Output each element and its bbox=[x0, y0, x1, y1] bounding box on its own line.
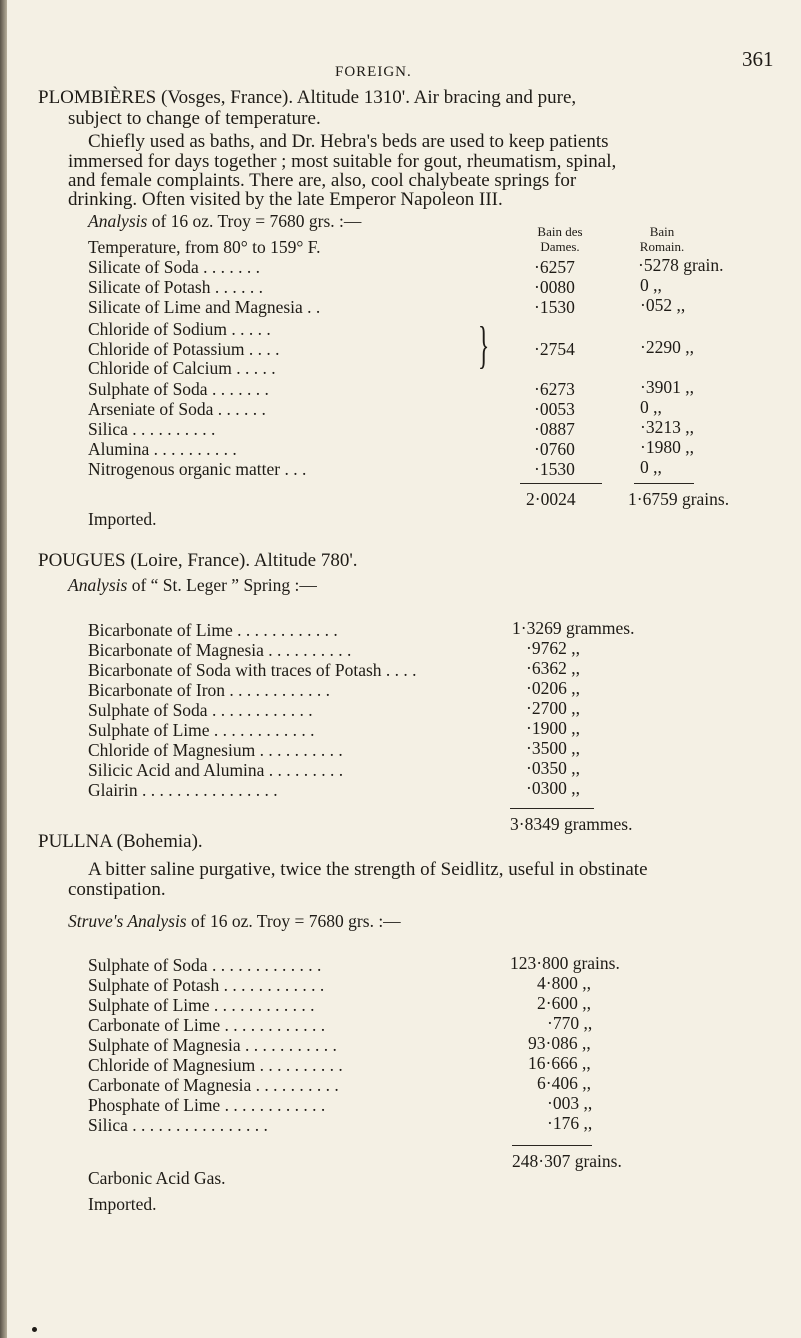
table-cell-value: ·0887 bbox=[534, 419, 575, 439]
pullna-para-line: constipation. bbox=[68, 879, 166, 900]
table-cell-value: ·3500 ,, bbox=[526, 738, 580, 758]
table-row-label: Phosphate of Lime . . . . . . . . . . . . bbox=[88, 1095, 326, 1115]
table-cell-value: ·1530 bbox=[534, 459, 575, 479]
page-edge-shadow bbox=[0, 0, 7, 1338]
table-cell-value: ·0080 bbox=[534, 277, 575, 297]
running-header: FOREIGN. bbox=[335, 64, 412, 80]
table-row-label: Glairin . . . . . . . . . . . . . . . . bbox=[88, 780, 278, 800]
plombieres-analysis-caption bbox=[88, 210, 361, 232]
plombieres-title: PLOMBIÈRES (Vosges, France). Altitude 1310'. Air bracing and pure, bbox=[38, 87, 577, 108]
table-cell-value: ·1530 bbox=[534, 297, 575, 317]
analysis-rest: of 16 oz. Troy = 7680 grs. :— bbox=[147, 211, 362, 231]
table-cell-value: 0 ,, bbox=[640, 457, 662, 477]
table-cell-value: 4·800 ,, bbox=[537, 973, 591, 993]
table-row-label: Chloride of Magnesium . . . . . . . . . . bbox=[88, 1055, 343, 1075]
total-value: 248·307 grains. bbox=[512, 1151, 622, 1171]
imported-note: Imported. bbox=[88, 1194, 157, 1214]
plombieres-para-line: immersed for days together ; most suitable for gout, rheumatism, spinal, bbox=[68, 151, 617, 172]
analysis-rest: of “ St. Leger ” Spring :— bbox=[127, 575, 317, 595]
table-cell-value: 93·086 ,, bbox=[528, 1033, 591, 1053]
table-row-label: Carbonate of Magnesia . . . . . . . . . . bbox=[88, 1075, 339, 1095]
table-cell-value: 6·406 ,, bbox=[537, 1073, 591, 1093]
table-cell-value: 0 ,, bbox=[640, 275, 662, 295]
table-cell-value: ·770 ,, bbox=[547, 1013, 593, 1033]
pullna-analysis-caption bbox=[68, 910, 401, 932]
table-row-label: Sulphate of Lime . . . . . . . . . . . . bbox=[88, 720, 315, 740]
pullna-title: PULLNA (Bohemia). bbox=[38, 831, 203, 852]
table-row-label: Chloride of Magnesium . . . . . . . . . . bbox=[88, 740, 343, 760]
carbonic-acid-gas-note: Carbonic Acid Gas. bbox=[88, 1168, 226, 1188]
plombieres-para-line: and female complaints. There are, also, cool chalybeate springs for bbox=[68, 170, 577, 191]
table-row-label: Chloride of Potassium . . . . bbox=[88, 339, 280, 359]
table-cell-value: ·1900 ,, bbox=[526, 718, 580, 738]
col-head-bain-des-dames-1: Bain des bbox=[537, 224, 583, 239]
plombieres-title-cont: subject to change of temperature. bbox=[68, 108, 321, 129]
table-cell-value: ·2290 ,, bbox=[640, 337, 694, 357]
brace-icon: } bbox=[478, 317, 490, 374]
table-row-label: Arseniate of Soda . . . . . . bbox=[88, 399, 266, 419]
table-cell-value: 123·800 grains. bbox=[510, 953, 620, 973]
table-cell-value: ·176 ,, bbox=[547, 1113, 593, 1133]
table-cell-value: ·6273 bbox=[534, 379, 575, 399]
table-row-label: Bicarbonate of Magnesia . . . . . . . . . . bbox=[88, 640, 352, 660]
table-row-label: Silicate of Soda . . . . . . . bbox=[88, 257, 261, 277]
table-cell-value: 16·666 ,, bbox=[528, 1053, 591, 1073]
table-cell-value: ·0350 ,, bbox=[526, 758, 580, 778]
table-row-label: Sulphate of Soda . . . . . . . bbox=[88, 379, 269, 399]
table-cell-value: ·3213 ,, bbox=[640, 417, 694, 437]
table-cell-value: ·2700 ,, bbox=[526, 698, 580, 718]
total-value: 1·6759 grains. bbox=[628, 489, 730, 509]
table-cell-value: 1·3269 grammes. bbox=[512, 618, 635, 638]
table-cell-value: ·3901 ,, bbox=[640, 377, 694, 397]
table-row-label: Bicarbonate of Iron . . . . . . . . . . . . bbox=[88, 680, 331, 700]
table-row-label: Bicarbonate of Lime . . . . . . . . . . . . bbox=[88, 620, 338, 640]
table-cell-value: ·003 ,, bbox=[547, 1093, 593, 1113]
analysis-label: Analysis bbox=[88, 211, 148, 231]
pullna-para-line: A bitter saline purgative, twice the strength of Seidlitz, useful in obstinate bbox=[88, 859, 648, 880]
plombieres-para-line: Chiefly used as baths, and Dr. Hebra's beds are used to keep patients bbox=[88, 131, 609, 152]
ink-speck bbox=[32, 1327, 37, 1332]
table-row-label: Sulphate of Soda . . . . . . . . . . . . . bbox=[88, 955, 322, 975]
plombieres-para-line: drinking. Often visited by the late Emperor Napoleon III. bbox=[68, 189, 503, 210]
table-row-label: Sulphate of Soda . . . . . . . . . . . . bbox=[88, 700, 313, 720]
table-cell-value: ·0206 ,, bbox=[526, 678, 580, 698]
table-cell-value: ·6257 bbox=[534, 257, 575, 277]
total-value: 2·0024 bbox=[526, 489, 576, 509]
table-row-label: Nitrogenous organic matter . . . bbox=[88, 459, 307, 479]
pougues-title: POUGUES (Loire, France). Altitude 780'. bbox=[38, 550, 358, 571]
table-cell-value: ·2754 bbox=[534, 339, 575, 359]
total-value: 3·8349 grammes. bbox=[510, 814, 633, 834]
table-row-label: Carbonate of Lime . . . . . . . . . . . . bbox=[88, 1015, 326, 1035]
sum-rule bbox=[634, 483, 694, 484]
sum-rule bbox=[510, 808, 594, 809]
table-cell-value: 2·600 ,, bbox=[537, 993, 591, 1013]
table-cell-value: 0 ,, bbox=[640, 397, 662, 417]
table-row-label: Silicate of Potash . . . . . . bbox=[88, 277, 263, 297]
pougues-analysis-caption bbox=[68, 574, 317, 596]
sum-rule bbox=[512, 1145, 592, 1146]
table-row-label: Sulphate of Magnesia . . . . . . . . . . . bbox=[88, 1035, 337, 1055]
table-cell-value: ·0760 bbox=[534, 439, 575, 459]
table-cell-value: ·1980 ,, bbox=[640, 437, 694, 457]
imported-note: Imported. bbox=[88, 509, 157, 529]
analysis-rest: of 16 oz. Troy = 7680 grs. :— bbox=[186, 911, 401, 931]
table-row-label: Alumina . . . . . . . . . . bbox=[88, 439, 237, 459]
table-cell-value: ·5278 grain. bbox=[638, 255, 724, 275]
table-row-label: Silicate of Lime and Magnesia . . bbox=[88, 297, 321, 317]
analysis-label: Struve's Analysis bbox=[68, 911, 187, 931]
sum-rule bbox=[520, 483, 602, 484]
col-head-bain-romain-1: Bain bbox=[649, 224, 675, 239]
table-row-label: Sulphate of Lime . . . . . . . . . . . . bbox=[88, 995, 315, 1015]
temperature-label: Temperature, from 80° to 159° F. bbox=[88, 237, 321, 257]
table-cell-value: ·052 ,, bbox=[640, 295, 686, 315]
table-row-label: Sulphate of Potash . . . . . . . . . . . . bbox=[88, 975, 325, 995]
col-head-bain-des-dames-2: Dames. bbox=[540, 239, 580, 254]
table-cell-value: ·9762 ,, bbox=[526, 638, 580, 658]
table-row-label: Silica . . . . . . . . . . bbox=[88, 419, 216, 439]
table-cell-value: ·0053 bbox=[534, 399, 575, 419]
table-cell-value: ·0300 ,, bbox=[526, 778, 580, 798]
table-cell-value: ·6362 ,, bbox=[526, 658, 580, 678]
table-row-label: Chloride of Calcium . . . . . bbox=[88, 358, 276, 378]
page-number: 361 bbox=[742, 47, 774, 71]
analysis-label: Analysis bbox=[68, 575, 128, 595]
table-row-label: Bicarbonate of Soda with traces of Potash . . . . bbox=[88, 660, 417, 680]
col-head-bain-romain-2: Romain. bbox=[639, 239, 685, 254]
table-row-label: Chloride of Sodium . . . . . bbox=[88, 319, 271, 339]
table-row-label: Silicic Acid and Alumina . . . . . . . . . bbox=[88, 760, 344, 780]
table-row-label: Silica . . . . . . . . . . . . . . . . bbox=[88, 1115, 268, 1135]
